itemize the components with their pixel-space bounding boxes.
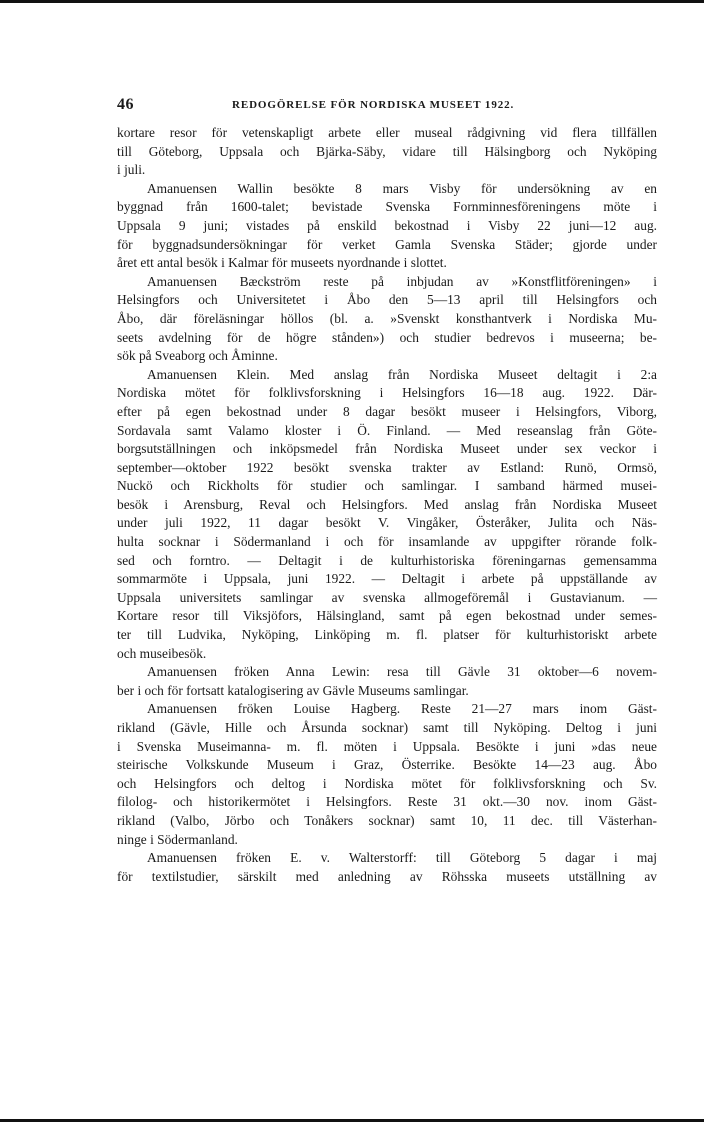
text-line: efter på egen bekostnad under 8 dagar besökt museer i Helsingfors, Viborg, [117,403,657,419]
text-line: rikland (Valbo, Jörbo och Tonåkers socknar) samt 10, 11 dec. till Västerhan- [117,812,657,828]
text-line: till Göteborg, Uppsala och Bjärka-Säby, vidare till Hälsingborg och Nyköping [117,143,657,159]
text-line: filolog- och historikermötet i Helsingfors. Reste 31 okt.—30 nov. inom Gäst- [117,794,657,810]
text-line: besök i Arensburg, Reval och Helsingfors. Med anslag från Nordiska Museet [117,496,657,512]
text-line: och museibesök. [117,645,207,661]
text-line: Amanuensen fröken Louise Hagberg. Reste 21—27 mars inom Gäst- [147,701,657,717]
text-line: Åbo, där föreläsningar höllos (bl. a. »Svenskt konsthantverk i Nordiska Mu- [117,310,657,326]
text-line: Amanuensen Bæckström reste på inbjudan av »Konstflitföreningen» i [147,273,657,289]
text-line: ber i och för fortsatt katalogisering av Gävle Museums samlingar. [117,682,469,698]
text-line: Nordiska mötet för folklivsforskning i Helsingfors 16—18 aug. 1922. Där- [117,385,657,401]
text-line: Amanuensen fröken Anna Lewin: resa till Gävle 31 oktober—6 novem- [147,664,657,680]
page-number: 46 [117,96,134,113]
text-line: för byggnadsundersökningar för verket Gamla Svenska Städer; gjorde under [117,236,657,252]
text-line: Kortare resor till Viksjöfors, Hälsingland, samt på egen bekostnad under semes- [117,608,657,624]
text-line: Sordavala samt Valamo kloster i Ö. Finland. — Med reseanslag från Göte- [117,422,657,438]
text-line: sed och forntro. — Deltagit i de kulturhistoriska föreningarnas gemensamma [117,552,657,568]
text-line: i juli. [117,162,146,178]
text-line: Uppsala 9 juni; vistades på enskild bekostnad i Visby 22 juni—12 aug. [117,217,657,233]
text-line: byggnad från 1600-talet; bevistade Svenska Fornminnesföreningens möte i [117,199,657,215]
text-line: och Helsingfors och deltog i Nordiska mötet för folklivsforskning och Sv. [117,775,657,791]
page-top-edge [0,0,704,3]
text-line: kortare resor för vetenskapligt arbete eller museal rådgivning vid flera tillfällen [117,125,657,140]
text-line: Helsingfors och Universitetet i Åbo den 5—13 april till Helsingfors och [117,292,657,308]
running-head [117,90,657,116]
text-line: Nuckö och Rickholts för studier och samlingar. I samband härmed musei- [117,478,657,494]
text-line: i Svenska Museimanna- m. fl. möten i Uppsala. Besökte i juni »das neue [117,738,657,754]
text-line: Uppsala universitets samlingar av svenska allmogeföremål i Gustavianum. — [117,589,657,605]
text-line: borgsutställningen och inköpsmedel från Nordiska Museet under sex veckor i [117,441,657,457]
text-line: september—oktober 1922 besökt svenska trakter av Estland: Runö, Ormsö, [117,459,657,475]
body-text [117,124,657,886]
text-line: hulta socknar i Södermanland i och för insamlande av uppgifter rörande folk- [117,534,657,550]
text-line: för textilstudier, särskilt med anledning av Röhsska museets utställning av [117,868,657,884]
text-line: Amanuensen fröken E. v. Walterstorff: till Göteborg 5 dagar i maj [147,850,657,866]
text-line: året ett antal besök i Kalmar för museets nyordnande i slottet. [117,255,447,271]
text-line: sök på Sveaborg och Åminne. [117,348,278,364]
text-line: Amanuensen Klein. Med anslag från Nordiska Museet deltagit i 2:a [147,366,657,382]
text-line: sommarmöte i Uppsala, juni 1922. — Deltagit i arbete på uppställande av [117,571,657,587]
text-line: rikland (Gävle, Hille och Årsunda socknar) samt till Nyköping. Deltog i juni [117,720,657,735]
text-line: ninge i Södermanland. [117,831,238,847]
text-line: seets avdelning för de högre stånden») och studier bedrevos i museerna; be- [117,329,657,345]
text-line: steirische Volkskunde Museum i Graz, Österrike. Besökte 14—23 aug. Åbo [117,757,657,773]
running-title: REDOGÖRELSE FÖR NORDISKA MUSEET 1922. [232,99,515,111]
book-page [117,90,657,886]
text-line: under juli 1922, 11 dagar besökt V. Vingåker, Österåker, Julita och Näs- [117,515,657,531]
text-line: Amanuensen Wallin besökte 8 mars Visby för undersökning av en [147,180,657,196]
text-line: ter till Ludvika, Nyköping, Linköping m. fl. platser för kulturhistoriskt arbete [117,627,657,643]
